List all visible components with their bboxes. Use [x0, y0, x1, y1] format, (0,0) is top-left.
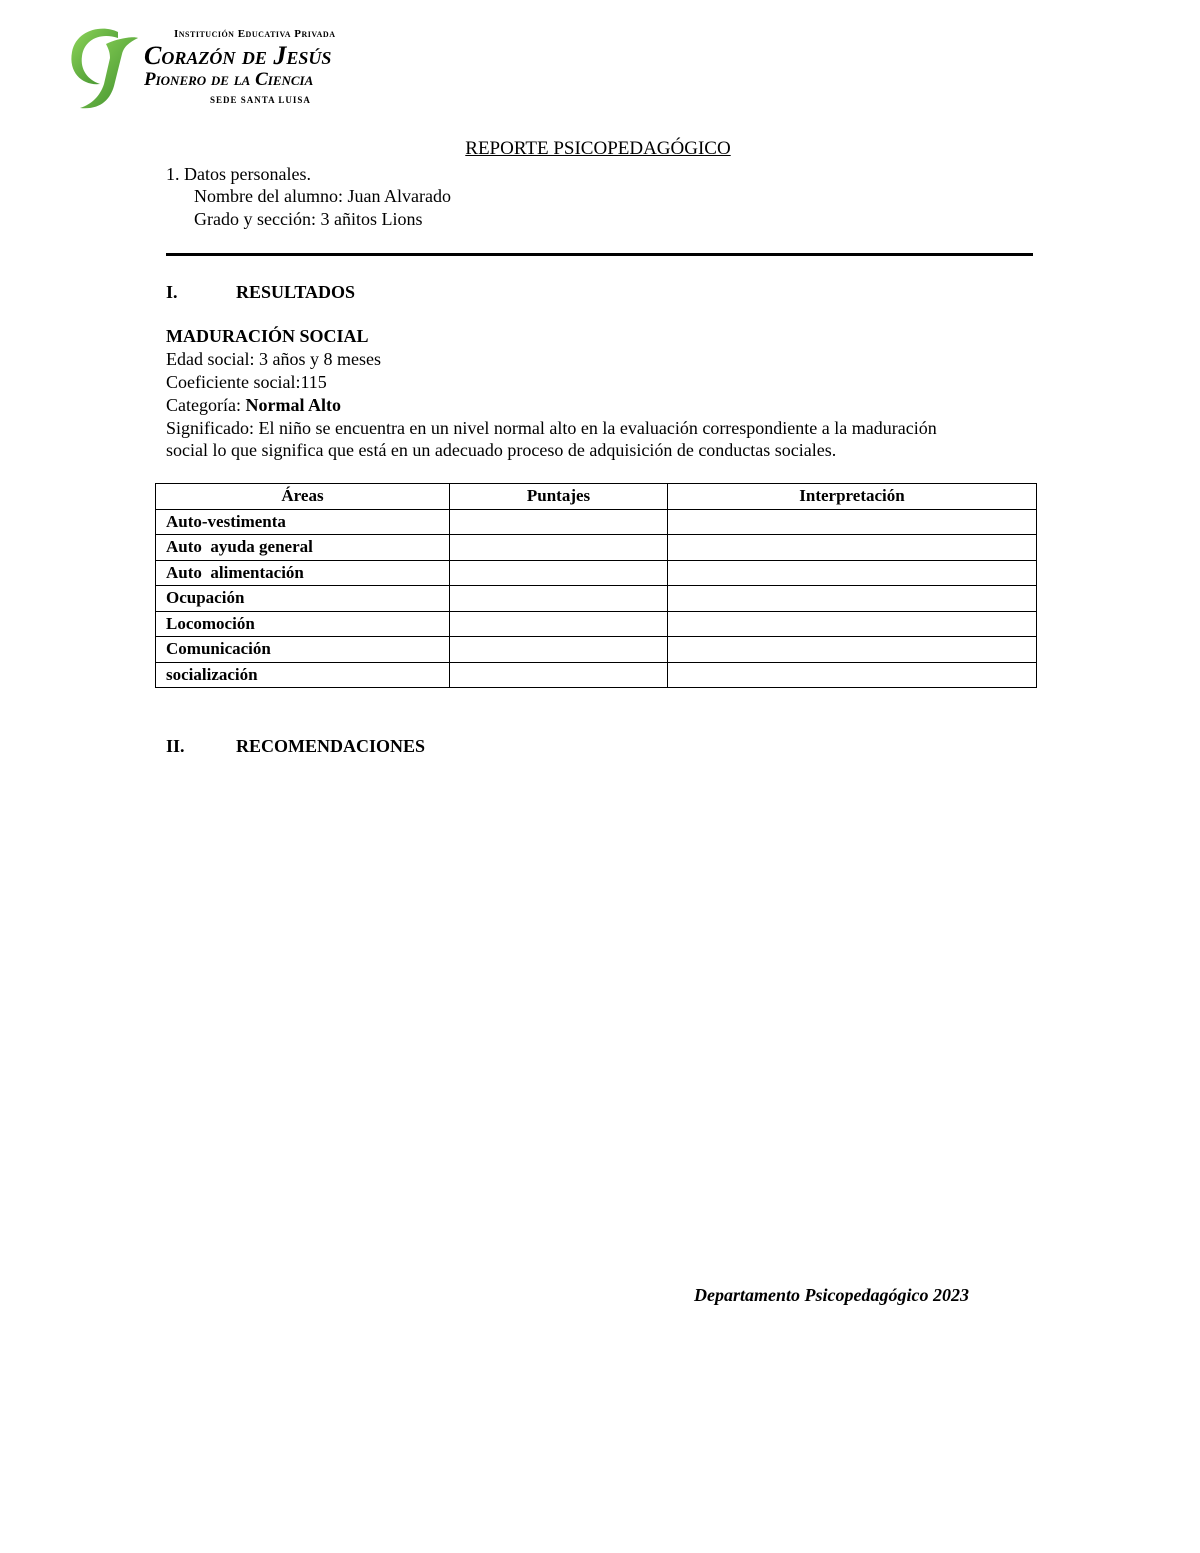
area-cell: Locomoción	[156, 611, 450, 637]
results-heading: RESULTADOS	[236, 282, 356, 302]
personal-data-heading: 1. Datos personales.	[166, 164, 311, 184]
meaning-line-2: social lo que significa que está en un adecuado proceso de adquisición de conductas sociales.	[166, 440, 837, 460]
table-row	[156, 637, 1037, 663]
table-row	[156, 611, 1037, 637]
table-row	[156, 535, 1037, 561]
logo-school-name: Corazón de Jesús	[144, 41, 332, 70]
student-grade: Grado y sección: 3 añitos Lions	[194, 209, 423, 229]
area-cell: Comunicación	[156, 637, 450, 663]
score-cell	[450, 586, 668, 612]
interpretation-cell	[668, 637, 1037, 663]
student-name: Nombre del alumno: Juan Alvarado	[194, 186, 451, 206]
section-divider	[166, 253, 1033, 256]
interpretation-cell	[668, 662, 1037, 688]
interpretation-cell	[668, 535, 1037, 561]
recommendations-heading: RECOMENDACIONES	[236, 736, 426, 756]
social-coefficient: Coeficiente social:115	[166, 372, 327, 392]
area-cell: Auto ayuda general	[156, 535, 450, 561]
table-row	[156, 662, 1037, 688]
logo-institution-text: Institución Educativa Privada	[174, 28, 336, 40]
interpretation-cell	[668, 611, 1037, 637]
results-numeral: I.	[166, 282, 178, 302]
header-interpretation: Interpretación	[668, 484, 1037, 510]
area-cell: Ocupación	[156, 586, 450, 612]
meaning-line-1: Significado: El niño se encuentra en un nivel normal alto en la evaluación correspondiente a la maduración	[166, 418, 937, 438]
score-cell	[450, 535, 668, 561]
header-areas: Áreas	[156, 484, 450, 510]
score-cell	[450, 637, 668, 663]
area-cell: Auto-vestimenta	[156, 509, 450, 535]
table-row	[156, 586, 1037, 612]
category-label: Categoría:	[166, 395, 246, 415]
interpretation-cell	[668, 586, 1037, 612]
logo-sede: SEDE SANTA LUISA	[210, 95, 311, 105]
logo-school-subtitle: Pionero de la Ciencia	[144, 69, 314, 90]
score-cell	[450, 509, 668, 535]
cj-logo-icon	[66, 24, 140, 110]
category-line	[166, 394, 341, 416]
interpretation-cell	[668, 560, 1037, 586]
interpretation-cell	[668, 509, 1037, 535]
area-cell: Auto alimentación	[156, 560, 450, 586]
score-cell	[450, 560, 668, 586]
table-row	[156, 509, 1037, 535]
areas-table	[155, 483, 1037, 688]
header-scores: Puntajes	[450, 484, 668, 510]
footer-department: Departamento Psicopedagógico 2023	[694, 1285, 969, 1305]
recommendations-numeral: II.	[166, 736, 185, 756]
social-maturity-heading: MADURACIÓN SOCIAL	[166, 326, 369, 346]
report-title: REPORTE PSICOPEDAGÓGICO	[465, 138, 731, 159]
area-cell: socialización	[156, 662, 450, 688]
school-logo	[66, 24, 406, 112]
table-header-row	[156, 484, 1037, 510]
category-value: Normal Alto	[245, 395, 341, 415]
social-age: Edad social: 3 años y 8 meses	[166, 349, 381, 369]
table-row	[156, 560, 1037, 586]
score-cell	[450, 662, 668, 688]
score-cell	[450, 611, 668, 637]
